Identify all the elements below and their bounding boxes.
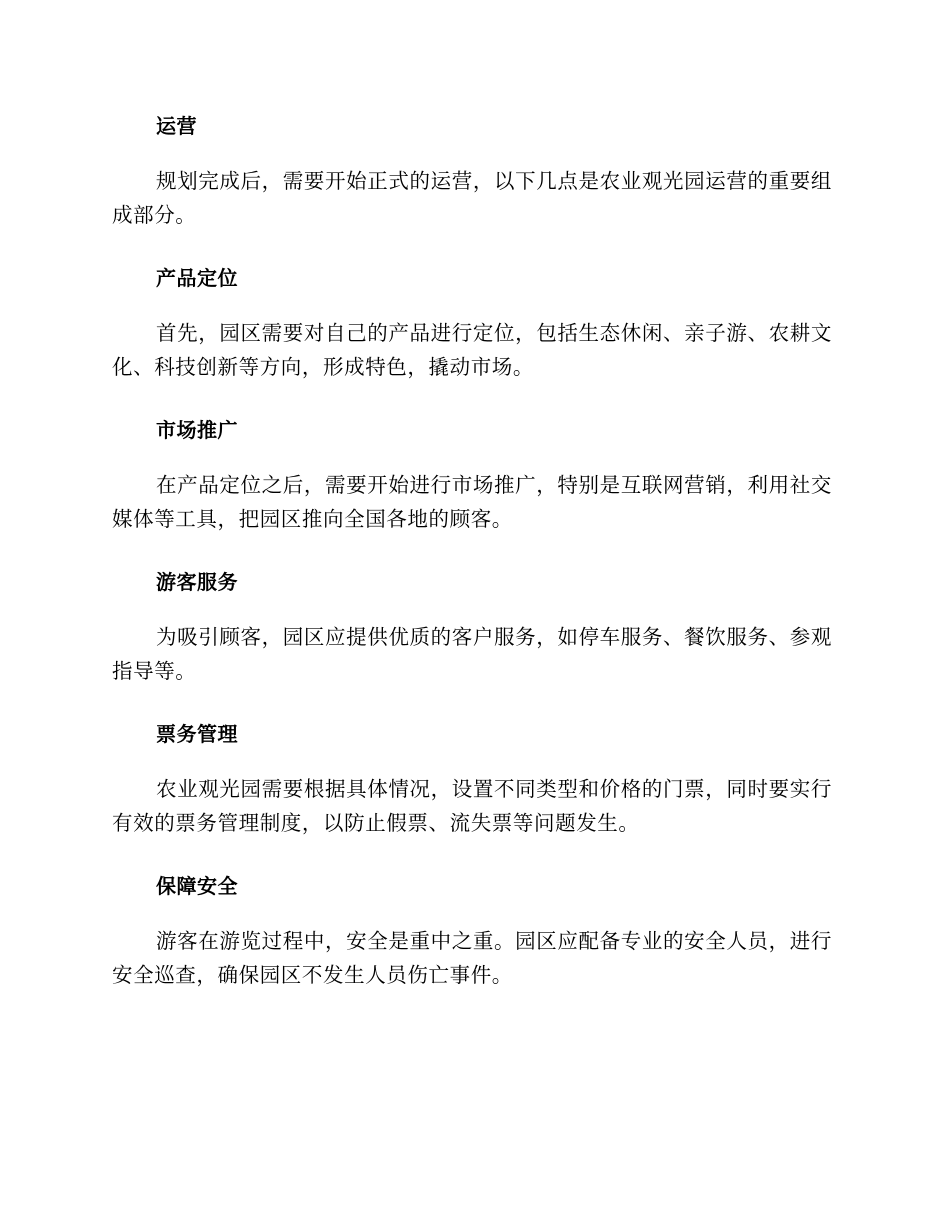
section-paragraph: 农业观光园需要根据具体情况，设置不同类型和价格的门票，同时要实行有效的票务管理制度，以防止假票、流失票等问题发生。: [112, 777, 832, 835]
section-visitor-service: [112, 570, 832, 688]
section-heading: 市场推广: [156, 418, 238, 442]
section-ticket-management: [112, 722, 832, 840]
section-product-positioning: [112, 266, 832, 384]
section-operations: [112, 114, 832, 232]
section-safety: [112, 874, 832, 992]
section-heading: 运营: [156, 114, 197, 138]
section-heading: 产品定位: [156, 266, 238, 290]
section-marketing: [112, 418, 832, 536]
section-paragraph: 在产品定位之后，需要开始进行市场推广，特别是互联网营销，利用社交媒体等工具，把园区推向全国各地的顾客。: [112, 473, 832, 531]
section-paragraph: 规划完成后，需要开始正式的运营，以下几点是农业观光园运营的重要组成部分。: [112, 169, 832, 227]
section-paragraph: 为吸引顾客，园区应提供优质的客户服务，如停车服务、餐饮服务、参观指导等。: [112, 625, 832, 683]
section-heading: 游客服务: [156, 570, 238, 594]
section-heading: 票务管理: [156, 722, 238, 746]
section-paragraph: 首先，园区需要对自己的产品进行定位，包括生态休闲、亲子游、农耕文化、科技创新等方向，形成特色，撬动市场。: [112, 321, 832, 379]
section-paragraph: 游客在游览过程中，安全是重中之重。园区应配备专业的安全人员，进行安全巡查，确保园区不发生人员伤亡事件。: [112, 929, 832, 987]
section-heading: 保障安全: [156, 874, 238, 898]
